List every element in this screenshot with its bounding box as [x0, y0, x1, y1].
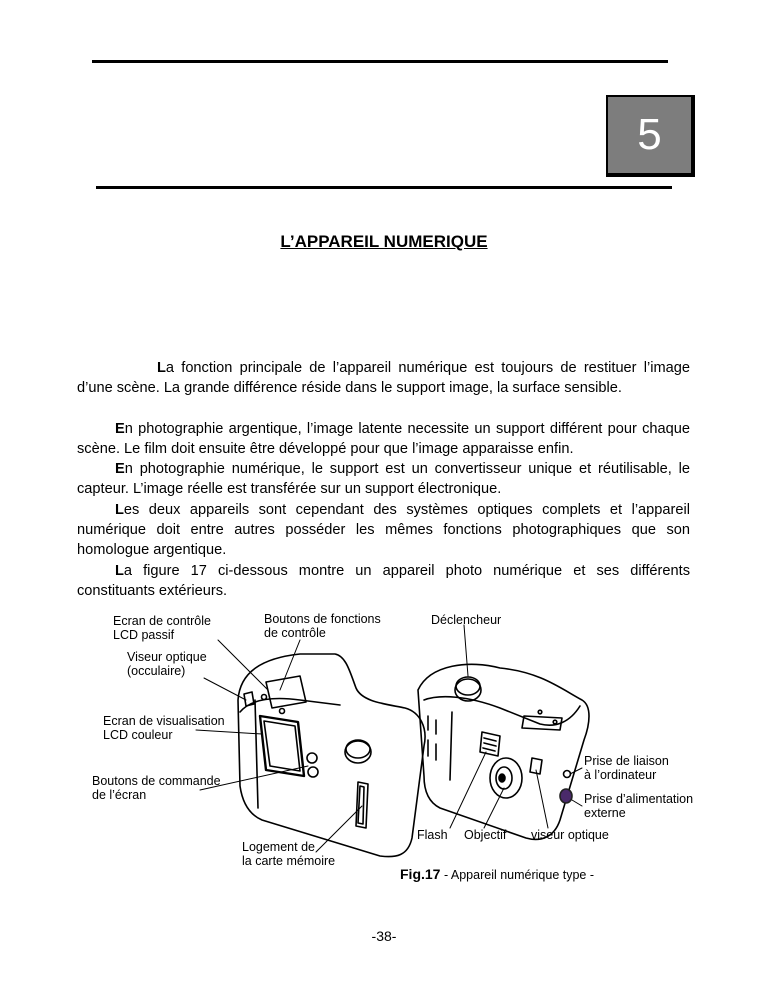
paragraph-text: a figure 17 ci-dessous montre un appareil photo numérique et ses différents constituants extérieurs.: [77, 563, 690, 599]
paragraph: [77, 358, 690, 398]
label-line: la carte mémoire: [242, 854, 336, 868]
label-ecran-visualisation: [103, 714, 225, 742]
label-ecran-controle: [113, 614, 211, 642]
label-line: Prise d’alimentation: [584, 792, 694, 806]
bottom-rule: [96, 186, 672, 189]
label-prise-liaison: [584, 754, 669, 782]
paragraph: [77, 459, 690, 499]
leader-lines: [196, 625, 582, 852]
chapter-number: 5: [637, 110, 662, 159]
paragraph-text: n photographie numérique, le support est un convertisseur unique et réutilisable, le capteur. L’image réelle est transférée sur un support électronique.: [77, 461, 690, 497]
label-flash: Flash: [417, 828, 448, 842]
label-line: (occulaire): [127, 664, 186, 678]
top-rule: [92, 60, 668, 63]
label-line: LCD couleur: [103, 728, 173, 742]
label-line: Viseur optique: [127, 650, 207, 664]
label-declencheur: Déclencheur: [431, 613, 502, 627]
paragraph-lead: E: [115, 461, 125, 477]
label-line: de l’écran: [92, 788, 147, 802]
paragraph: [77, 561, 690, 601]
caption-text: - Appareil numérique type -: [440, 868, 595, 882]
paragraph-text: es deux appareils sont cependant des systèmes optiques complets et l’appareil numérique doit entre autres posséder les mêmes fonctions photographiques que son homologue argentique.: [77, 502, 690, 558]
figure-caption: [400, 866, 594, 882]
page-number: -38-: [371, 928, 397, 944]
label-line: externe: [584, 806, 626, 820]
label-logement-carte: [242, 840, 335, 868]
caption-number: Fig.17: [400, 866, 441, 882]
label-prise-alimentation: [584, 792, 693, 820]
label-line: Ecran de contrôle: [113, 614, 211, 628]
label-viseur: [127, 650, 207, 678]
label-objectif: Objectif: [464, 828, 507, 842]
label-line: LCD passif: [113, 628, 175, 642]
label-line: Boutons de commande: [92, 774, 221, 788]
label-boutons-fonctions: [264, 612, 381, 640]
paragraph-text: a fonction principale de l’appareil numérique est toujours de restituer l’image d’une scène. La grande différence réside dans le support image, la surface sensible.: [77, 360, 690, 396]
paragraph-text: n photographie argentique, l’image latente necessite un support différent pour chaque scène. Le film doit ensuite être développé pour que l’image apparaisse enfin.: [77, 421, 690, 457]
label-line: Boutons de fonctions: [264, 612, 381, 626]
paragraph-lead: L: [115, 502, 124, 518]
paragraph-lead: E: [115, 421, 125, 437]
paragraph: [77, 500, 690, 560]
page-title: L’APPAREIL NUMERIQUE: [280, 232, 488, 251]
label-line: Prise de liaison: [584, 754, 669, 768]
label-boutons-commande: [92, 774, 221, 802]
paragraph-lead: L: [115, 563, 124, 579]
label-line: à l’ordinateur: [584, 768, 657, 782]
paragraph-lead: L: [157, 360, 166, 376]
camera-front-drawing: [418, 664, 589, 839]
label-line: Ecran de visualisation: [103, 714, 225, 728]
label-line: de contrôle: [264, 626, 326, 640]
paragraph: [77, 419, 690, 459]
chapter-number-box: [606, 95, 695, 177]
label-viseur-optique: viseur optique: [531, 828, 609, 842]
label-line: Logement de: [242, 840, 315, 854]
camera-back-drawing: [238, 654, 425, 857]
